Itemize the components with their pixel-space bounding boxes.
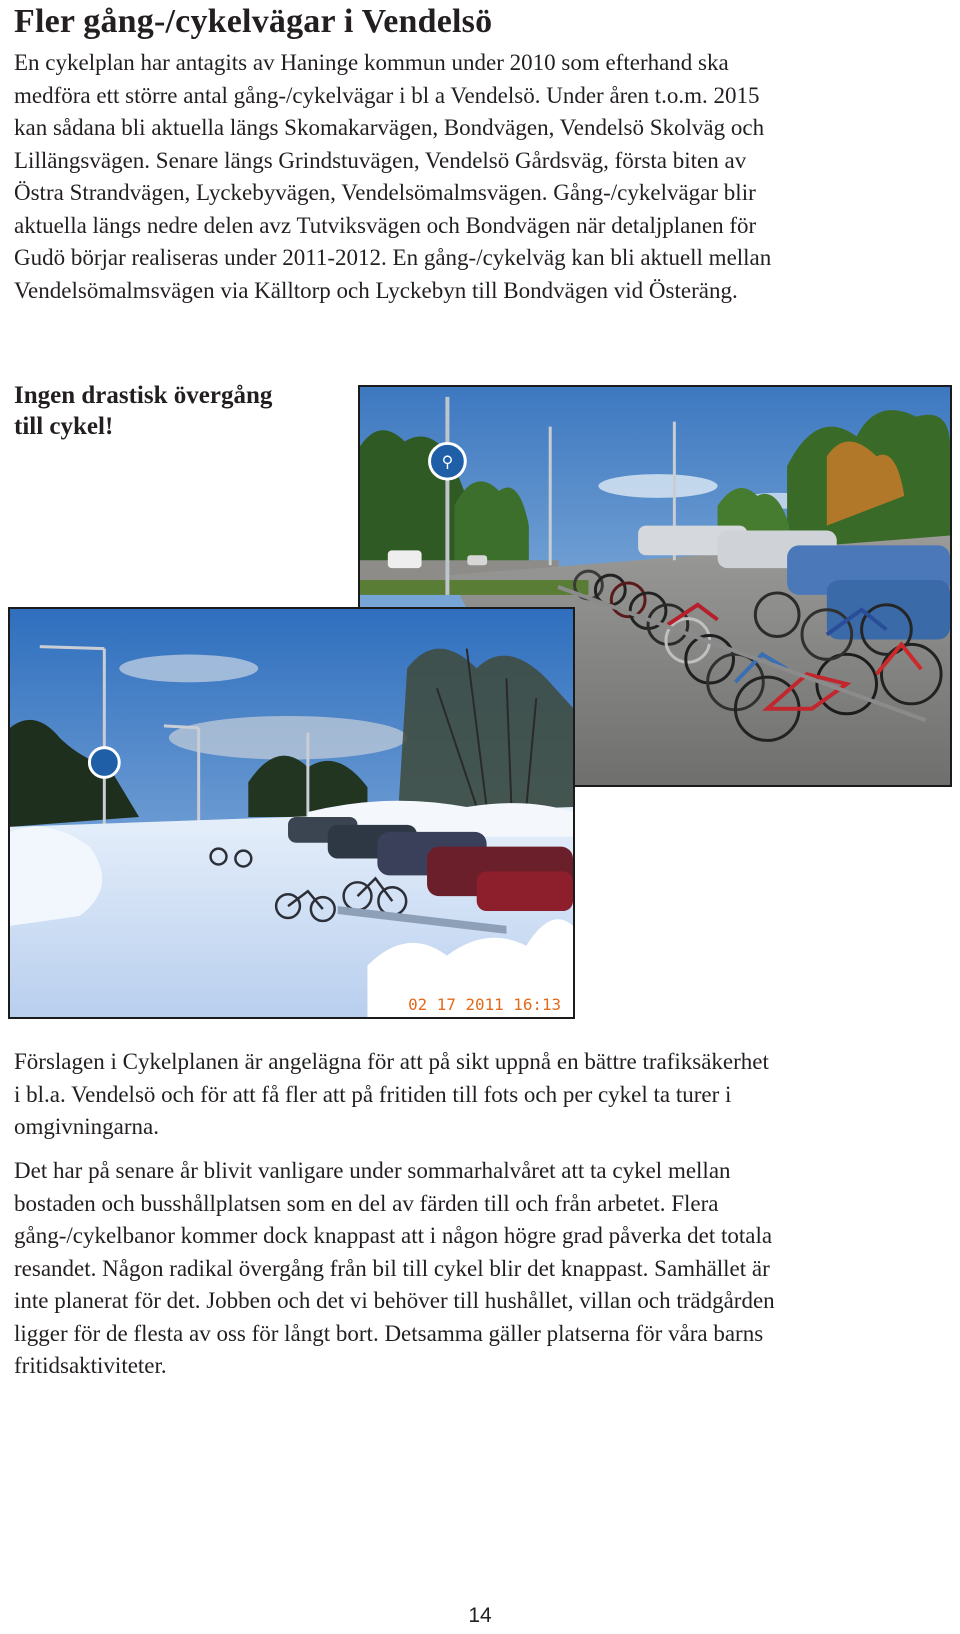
paragraph-line: ligger för de flesta av oss för långt bort. Detsamma gäller platserna för våra barns (14, 1320, 764, 1346)
caption-line: till cykel! (14, 413, 114, 440)
page-number: 14 (468, 1604, 492, 1627)
caption-line: Ingen drastisk övergång (14, 382, 273, 409)
paragraph-line: fritidsaktiviteter. (14, 1353, 167, 1378)
paragraph-line: Förslagen i Cykelplanen är angelägna för att på sikt uppnå en bättre trafiksäkerhet (14, 1049, 769, 1074)
svg-text:⚲: ⚲ (441, 452, 454, 472)
photo-caption (14, 380, 344, 442)
paragraph-line: bostaden och busshållplatsen som en del av färden till och från arbetet. Flera (14, 1190, 719, 1216)
intro-line: medföra ett större antal gång-/cykelvägar i bl a Vendelsö. Under åren t.o.m. 2015 (14, 82, 760, 108)
winter-parking-image (10, 609, 573, 1017)
intro-paragraph (14, 47, 946, 307)
paragraph-line: i bl.a. Vendelsö och för att få fler att på fritiden till fots och per cykel ta turer i (14, 1081, 732, 1107)
intro-line: kan sådana bli aktuella längs Skomakarvägen, Bondvägen, Vendelsö Skolväg och (14, 115, 765, 140)
paragraph-commuting (14, 1155, 946, 1383)
cycle-path-sign-icon (89, 748, 119, 778)
intro-line: aktuella längs nedre delen avz Tutviksvägen och Bondvägen när detaljplanen för (14, 212, 757, 238)
intro-line: Lillängsvägen. Senare längs Grindstuvägen, Vendelsö Gårdsväg, första biten av (14, 147, 747, 173)
intro-line: Vendelsömalmsvägen via Källtorp och Lyckebyn till Bondvägen vid Österäng. (14, 277, 738, 303)
paragraph-line: inte planerat för det. Jobben och det vi behöver till hushållet, villan och trädgården (14, 1288, 775, 1313)
paragraph-line: gång-/cykelbanor kommer dock knappast att i någon högre grad påverka det totala (14, 1223, 773, 1248)
page-title: Fler gång-/cykelvägar i Vendelsö (14, 3, 493, 40)
paragraph-cycleplan (14, 1046, 946, 1144)
paragraph-line: resandet. Någon radikal övergång från bil till cykel blir det knappast. Samhället är (14, 1255, 770, 1281)
paragraph-line: omgivningarna. (14, 1114, 159, 1139)
intro-line: Östra Strandvägen, Lyckebyvägen, Vendelsömalmsvägen. Gång-/cykelvägar blir (14, 180, 756, 205)
intro-line: En cykelplan har antagits av Haninge kommun under 2010 som efterhand ska (14, 50, 729, 75)
photo-winter-parking (8, 607, 575, 1019)
paragraph-line: Det har på senare år blivit vanligare under sommarhalvåret att ta cykel mellan (14, 1158, 731, 1183)
photo-timestamp: 02 17 2011 16:13 (408, 995, 562, 1015)
intro-line: Gudö börjar realiseras under 2011-2012. En gång-/cykelväg kan bli aktuell mellan (14, 245, 772, 270)
